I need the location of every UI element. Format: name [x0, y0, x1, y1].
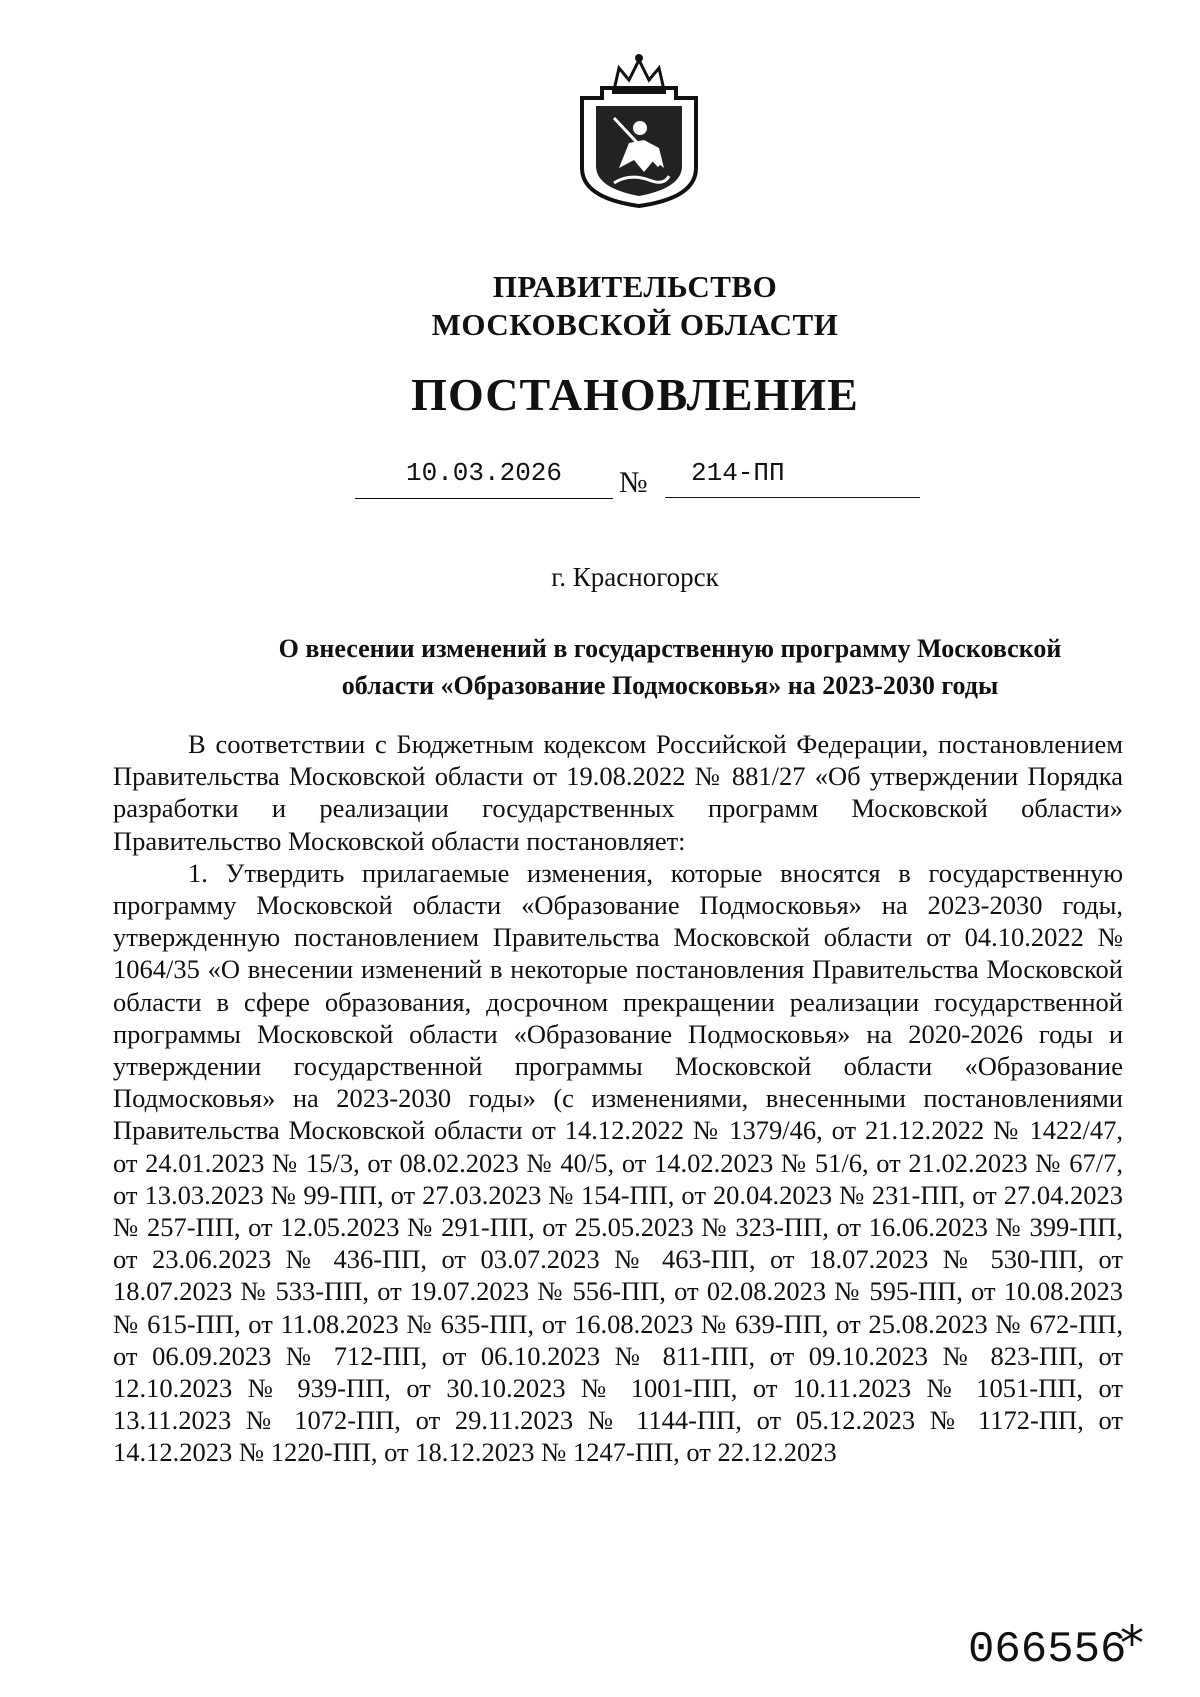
serial-number: 066556 — [968, 1625, 1127, 1675]
coat-of-arms-emblem — [574, 48, 704, 208]
document-type-heading: ПОСТАНОВЛЕНИЕ — [411, 369, 859, 420]
government-line2: МОСКОВСКОЙ ОБЛАСТИ — [431, 307, 839, 342]
document-title — [220, 630, 1120, 704]
asterisk-mark: * — [1120, 1616, 1144, 1672]
registration-line — [355, 458, 920, 504]
body-paragraph-2: 1. Утвердить прилагаемые изменения, которые вносятся в государственную программу Московской области «Образование Подмосковья» на 2023-2030 годы, утвержденную постановлением Правительства Московской области от 04.10.2022 № 1064/35 «О внесении изменений в некоторые постановления Правительства Московской области в сфере образования, досрочном прекращении реализации государственной программы Московской области «Образование Подмосковья» на 2020-2026 годы и утверждении государственной программы Московской области «Образование Подмосковья» на 2023-2030 годы» (с изменениями, внесенными постановлениями Правительства Московской области от 14.12.2022 № 1379/46, от 21.12.2022 № 1422/47, от 24.01.2023 № 15/3, от 08.02.2023 № 40/5, от 14.02.2023 № 51/6, от 21.02.2023 № 67/7, от 13.03.2023 № 99-ПП, от 27.03.2023 № 154-ПП, от 20.04.2023 № 231-ПП, от 27.04.2023 № 257-ПП, от 12.05.2023 № 291-ПП, от 25.05.2023 № 323-ПП, от 16.06.2023 № 399-ПП, от 23.06.2023 № 436-ПП, от 03.07.2023 № 463-ПП, от 18.07.2023 № 530-ПП, от 18.07.2023 № 533-ПП, от 19.07.2023 № 556-ПП, от 02.08.2023 № 595-ПП, от 10.08.2023 № 615-ПП, от 11.08.2023 № 635-ПП, от 16.08.2023 № 639-ПП, от 25.08.2023 № 672-ПП, от 06.09.2023 № 712-ПП, от 06.10.2023 № 811-ПП, от 09.10.2023 № 823-ПП, от 12.10.2023 № 939-ПП, от 30.10.2023 № 1001-ПП, от 10.11.2023 № 1051-ПП, от 13.11.2023 № 1072-ПП, от 29.11.2023 № 1144-ПП, от 05.12.2023 № 1172-ПП, от 14.12.2023 № 1220-ПП, от 18.12.2023 № 1247-ПП, от 22.12.2023 — [113, 857, 1123, 1468]
number-sign: № — [619, 466, 648, 499]
government-name — [0, 268, 1200, 344]
body-paragraph-1: В соответствии с Бюджетным кодексом Российской Федерации, постановлением Правительства Московской области от 19.08.2022 № 881/27 «Об утверждении Порядка разработки и реализации государственных программ Московской области» Правительство Московской области постановляет: — [113, 729, 1123, 856]
government-line1: ПРАВИТЕЛЬСТВО — [492, 269, 778, 304]
city-name: г. Красногорск — [551, 562, 719, 592]
registration-date: 10.03.2026 — [355, 458, 613, 499]
title-line2: области «Образование Подмосковья» на 2023-2030 годы — [341, 671, 999, 700]
title-line1: О внесении изменений в государственную программу Московской — [278, 634, 1062, 663]
document-body — [113, 728, 1123, 1469]
registration-number: 214-ПП — [665, 458, 920, 498]
